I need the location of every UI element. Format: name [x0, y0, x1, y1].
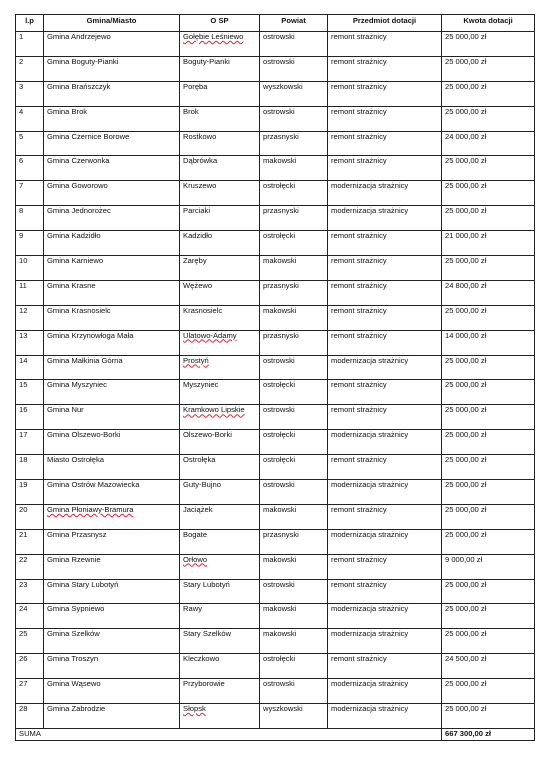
cell-przedmiot: remont strażnicy	[328, 554, 442, 579]
cell-gmina: Gmina Nur	[44, 405, 180, 430]
cell-kwota: 25 000,00 zł	[442, 480, 535, 505]
cell-lp: 15	[16, 380, 44, 405]
cell-lp: 18	[16, 455, 44, 480]
cell-gmina: Gmina Krasne	[44, 280, 180, 305]
cell-osp: Wężewo	[180, 280, 260, 305]
cell-kwota: 25 000,00 zł	[442, 181, 535, 206]
cell-kwota: 25 000,00 zł	[442, 679, 535, 704]
table-row	[16, 131, 535, 156]
cell-gmina: Gmina Rzewnie	[44, 554, 180, 579]
cell-powiat: ostrołęcki	[260, 430, 328, 455]
cell-powiat: ostrołęcki	[260, 181, 328, 206]
cell-gmina: Gmina Szelków	[44, 629, 180, 654]
cell-gmina: Gmina Boguty-Pianki	[44, 56, 180, 81]
cell-przedmiot: remont strażnicy	[328, 156, 442, 181]
cell-przedmiot: modernizacja strażnicy	[328, 679, 442, 704]
cell-powiat: ostrowski	[260, 405, 328, 430]
cell-lp: 7	[16, 181, 44, 206]
cell-gmina: Gmina Troszyn	[44, 654, 180, 679]
header-gmina: Gmina/Miasto	[44, 15, 180, 32]
cell-kwota: 21 000,00 zł	[442, 231, 535, 256]
cell-przedmiot: remont strażnicy	[328, 654, 442, 679]
cell-osp: Poręba	[180, 81, 260, 106]
cell-osp: Kadzidło	[180, 231, 260, 256]
cell-osp	[180, 704, 260, 729]
cell-przedmiot: modernizacja strażnicy	[328, 604, 442, 629]
cell-kwota: 14 000,00 zł	[442, 330, 535, 355]
cell-lp: 6	[16, 156, 44, 181]
cell-lp: 5	[16, 131, 44, 156]
table-row	[16, 355, 535, 380]
spellcheck-marked-text: Gołębie Leśniewo	[183, 32, 244, 41]
table-row	[16, 305, 535, 330]
cell-przedmiot: remont strażnicy	[328, 305, 442, 330]
sum-amount: 667 300,00 zł	[442, 728, 535, 740]
cell-osp	[180, 405, 260, 430]
cell-powiat: ostrowski	[260, 579, 328, 604]
cell-powiat: makowski	[260, 305, 328, 330]
cell-przedmiot: modernizacja strażnicy	[328, 206, 442, 231]
table-row	[16, 32, 535, 57]
cell-kwota: 25 000,00 zł	[442, 355, 535, 380]
cell-lp: 28	[16, 704, 44, 729]
table-row	[16, 504, 535, 529]
cell-gmina: Gmina Brok	[44, 106, 180, 131]
cell-lp: 11	[16, 280, 44, 305]
cell-lp: 9	[16, 231, 44, 256]
cell-gmina: Gmina Andrzejewo	[44, 32, 180, 57]
cell-lp: 4	[16, 106, 44, 131]
table-row	[16, 280, 535, 305]
cell-powiat: przasnyski	[260, 131, 328, 156]
cell-powiat: ostrołęcki	[260, 654, 328, 679]
table-row	[16, 529, 535, 554]
spellcheck-marked-text: Ulatowo-Adamy	[183, 330, 237, 340]
cell-kwota: 25 000,00 zł	[442, 380, 535, 405]
cell-osp: Rawy	[180, 604, 260, 629]
table-row	[16, 81, 535, 106]
cell-gmina	[44, 504, 180, 529]
cell-osp: Guty-Bujno	[180, 480, 260, 505]
cell-przedmiot: remont strażnicy	[328, 455, 442, 480]
table-row	[16, 256, 535, 281]
cell-powiat: makowski	[260, 256, 328, 281]
spellcheck-marked-text: Prostyń	[183, 355, 209, 365]
cell-przedmiot: modernizacja strażnicy	[328, 629, 442, 654]
table-row	[16, 704, 535, 729]
cell-gmina: Gmina Myszyniec	[44, 380, 180, 405]
cell-osp: Olszewo-Borki	[180, 430, 260, 455]
cell-kwota: 25 000,00 zł	[442, 256, 535, 281]
cell-gmina: Gmina Czernice Borowe	[44, 131, 180, 156]
cell-powiat: ostrołęcki	[260, 455, 328, 480]
cell-powiat: ostrowski	[260, 679, 328, 704]
cell-osp: Kruszewo	[180, 181, 260, 206]
cell-osp	[180, 32, 260, 57]
cell-osp: Stary Lubotyń	[180, 579, 260, 604]
cell-osp	[180, 554, 260, 579]
cell-lp: 21	[16, 529, 44, 554]
cell-gmina: Gmina Krzynowłoga Mała	[44, 330, 180, 355]
cell-przedmiot: remont strażnicy	[328, 56, 442, 81]
cell-powiat: makowski	[260, 554, 328, 579]
cell-lp: 19	[16, 480, 44, 505]
cell-lp: 23	[16, 579, 44, 604]
header-osp: O SP	[180, 15, 260, 32]
cell-kwota: 25 000,00 zł	[442, 704, 535, 729]
cell-gmina: Gmina Przasnysz	[44, 529, 180, 554]
cell-przedmiot: remont strażnicy	[328, 81, 442, 106]
cell-kwota: 25 000,00 zł	[442, 32, 535, 57]
cell-kwota: 25 000,00 zł	[442, 579, 535, 604]
cell-osp	[180, 330, 260, 355]
cell-powiat: ostrowski	[260, 56, 328, 81]
cell-przedmiot: modernizacja strażnicy	[328, 355, 442, 380]
cell-przedmiot: modernizacja strażnicy	[328, 704, 442, 729]
header-kwota: Kwota dotacji	[442, 15, 535, 32]
cell-gmina: Gmina Kadzidło	[44, 231, 180, 256]
sum-row	[16, 728, 535, 740]
spellcheck-marked-text: Kramkowo Lipskie	[183, 405, 245, 415]
cell-przedmiot: modernizacja strażnicy	[328, 430, 442, 455]
cell-przedmiot: modernizacja strażnicy	[328, 181, 442, 206]
cell-powiat: przasnyski	[260, 330, 328, 355]
cell-przedmiot: modernizacja strażnicy	[328, 480, 442, 505]
table-row	[16, 455, 535, 480]
cell-gmina: Gmina Krasnosielc	[44, 305, 180, 330]
cell-lp: 13	[16, 330, 44, 355]
cell-gmina: Gmina Zabrodzie	[44, 704, 180, 729]
cell-gmina: Gmina Goworowo	[44, 181, 180, 206]
cell-przedmiot: remont strażnicy	[328, 504, 442, 529]
cell-powiat: wyszkowski	[260, 704, 328, 729]
cell-lp: 1	[16, 32, 44, 57]
cell-powiat: ostrowski	[260, 355, 328, 380]
table-row	[16, 206, 535, 231]
cell-osp: Ostrołęka	[180, 455, 260, 480]
cell-lp: 14	[16, 355, 44, 380]
cell-kwota: 24 800,00 zł	[442, 280, 535, 305]
cell-lp: 22	[16, 554, 44, 579]
table-row	[16, 579, 535, 604]
table-row	[16, 106, 535, 131]
cell-gmina: Gmina Olszewo-Borki	[44, 430, 180, 455]
cell-przedmiot: remont strażnicy	[328, 330, 442, 355]
table-row	[16, 480, 535, 505]
cell-powiat: ostrowski	[260, 106, 328, 131]
cell-gmina: Gmina Sypniewo	[44, 604, 180, 629]
cell-gmina: Gmina Jednorożec	[44, 206, 180, 231]
cell-lp: 2	[16, 56, 44, 81]
cell-osp: Jaciążek	[180, 504, 260, 529]
table-row	[16, 380, 535, 405]
cell-powiat: makowski	[260, 504, 328, 529]
cell-gmina: Gmina Wąsewo	[44, 679, 180, 704]
cell-przedmiot: remont strażnicy	[328, 380, 442, 405]
grants-table	[15, 14, 535, 741]
table-row	[16, 604, 535, 629]
table-row	[16, 56, 535, 81]
cell-lp: 12	[16, 305, 44, 330]
cell-powiat: ostrołęcki	[260, 380, 328, 405]
table-body	[16, 32, 535, 729]
cell-powiat: przasnyski	[260, 529, 328, 554]
cell-gmina: Gmina Karniewo	[44, 256, 180, 281]
cell-kwota: 25 000,00 zł	[442, 504, 535, 529]
table-row	[16, 430, 535, 455]
cell-kwota: 24 500,00 zł	[442, 654, 535, 679]
cell-osp	[180, 355, 260, 380]
cell-kwota: 25 000,00 zł	[442, 529, 535, 554]
cell-osp: Kleczkowo	[180, 654, 260, 679]
cell-kwota: 25 000,00 zł	[442, 604, 535, 629]
table-row	[16, 629, 535, 654]
cell-przedmiot: remont strażnicy	[328, 405, 442, 430]
spellcheck-marked-text: Orłowo	[183, 554, 208, 564]
cell-lp: 25	[16, 629, 44, 654]
cell-gmina: Gmina Czerwonka	[44, 156, 180, 181]
cell-przedmiot: remont strażnicy	[328, 579, 442, 604]
cell-lp: 26	[16, 654, 44, 679]
cell-przedmiot: remont strażnicy	[328, 106, 442, 131]
cell-kwota: 25 000,00 zł	[442, 455, 535, 480]
table-row	[16, 156, 535, 181]
cell-osp: Krasnosielc	[180, 305, 260, 330]
header-przedmiot: Przedmiot dotacji	[328, 15, 442, 32]
cell-powiat: makowski	[260, 156, 328, 181]
cell-przedmiot: remont strażnicy	[328, 256, 442, 281]
table-row	[16, 554, 535, 579]
cell-kwota: 25 000,00 zł	[442, 106, 535, 131]
cell-kwota: 25 000,00 zł	[442, 305, 535, 330]
spellcheck-marked-text: Słopsk	[183, 704, 206, 714]
cell-lp: 27	[16, 679, 44, 704]
cell-gmina: Gmina Stary Lubotyń	[44, 579, 180, 604]
sum-label: SUMA	[16, 728, 442, 740]
cell-gmina: Gmina Małkinia Górna	[44, 355, 180, 380]
header-lp: l.p	[16, 15, 44, 32]
cell-lp: 8	[16, 206, 44, 231]
cell-powiat: wyszkowski	[260, 81, 328, 106]
cell-kwota: 25 000,00 zł	[442, 81, 535, 106]
cell-kwota: 25 000,00 zł	[442, 430, 535, 455]
cell-powiat: ostrowski	[260, 32, 328, 57]
cell-kwota: 9 000,00 zł	[442, 554, 535, 579]
cell-przedmiot: remont strażnicy	[328, 231, 442, 256]
cell-osp: Dąbrówka	[180, 156, 260, 181]
cell-kwota: 25 000,00 zł	[442, 405, 535, 430]
table-row	[16, 405, 535, 430]
cell-powiat: makowski	[260, 604, 328, 629]
spellcheck-marked-text: Gmina Płoniawy-Bramura	[47, 504, 134, 514]
cell-osp: Brok	[180, 106, 260, 131]
cell-lp: 17	[16, 430, 44, 455]
cell-kwota: 25 000,00 zł	[442, 156, 535, 181]
table-header-row	[16, 15, 535, 32]
cell-gmina: Gmina Brańszczyk	[44, 81, 180, 106]
cell-osp: Parciaki	[180, 206, 260, 231]
cell-przedmiot: modernizacja strażnicy	[328, 529, 442, 554]
table-row	[16, 654, 535, 679]
cell-osp: Myszyniec	[180, 380, 260, 405]
cell-gmina: Miasto Ostrołęka	[44, 455, 180, 480]
cell-kwota: 24 000,00 zł	[442, 131, 535, 156]
cell-osp: Rostkowo	[180, 131, 260, 156]
cell-przedmiot: remont strażnicy	[328, 131, 442, 156]
cell-kwota: 25 000,00 zł	[442, 206, 535, 231]
cell-lp: 3	[16, 81, 44, 106]
cell-lp: 20	[16, 504, 44, 529]
table-row	[16, 330, 535, 355]
cell-kwota: 25 000,00 zł	[442, 56, 535, 81]
cell-osp: Boguty-Pianki	[180, 56, 260, 81]
table-row	[16, 679, 535, 704]
cell-powiat: makowski	[260, 629, 328, 654]
table-row	[16, 181, 535, 206]
cell-powiat: przasnyski	[260, 280, 328, 305]
cell-przedmiot: remont strażnicy	[328, 32, 442, 57]
cell-przedmiot: remont strażnicy	[328, 280, 442, 305]
cell-powiat: ostrołęcki	[260, 231, 328, 256]
cell-powiat: przasnyski	[260, 206, 328, 231]
cell-lp: 16	[16, 405, 44, 430]
cell-osp: Przyborowie	[180, 679, 260, 704]
cell-osp: Stary Szelków	[180, 629, 260, 654]
table-row	[16, 231, 535, 256]
cell-kwota: 25 000,00 zł	[442, 629, 535, 654]
cell-gmina: Gmina Ostrów Mazowiecka	[44, 480, 180, 505]
cell-osp: Zaręby	[180, 256, 260, 281]
cell-powiat: ostrowski	[260, 480, 328, 505]
cell-lp: 10	[16, 256, 44, 281]
header-powiat: Powiat	[260, 15, 328, 32]
cell-lp: 24	[16, 604, 44, 629]
cell-osp: Bogate	[180, 529, 260, 554]
